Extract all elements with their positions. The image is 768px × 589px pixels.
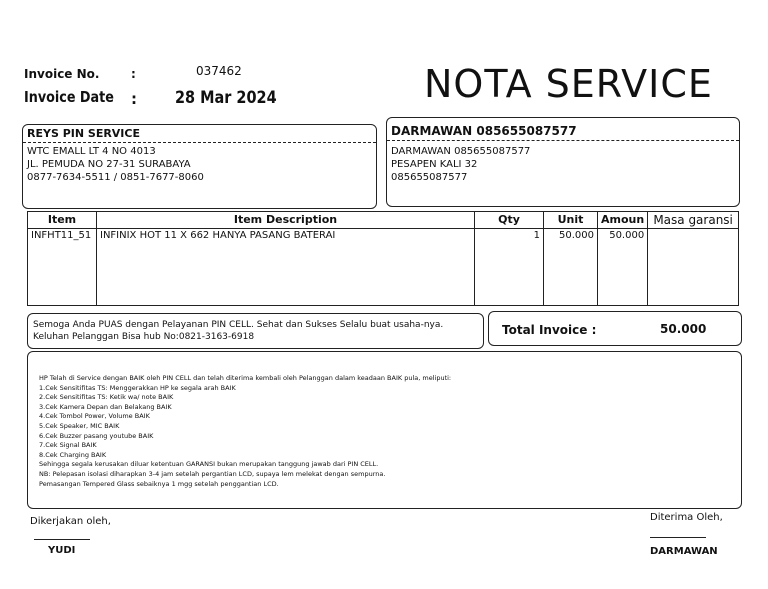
table-header-row — [28, 212, 739, 229]
signature-left-name: YUDI — [48, 545, 76, 556]
col-header-description: Item Description — [97, 212, 475, 229]
cell-amount: 50.000 — [598, 229, 648, 306]
cell-item-code: INFHT11_51 — [28, 229, 97, 306]
note-line: Pemasangan Tempered Glass sebaiknya 1 mgg setelah penggantian LCD. — [39, 479, 279, 488]
invoice-date-colon: : — [131, 90, 137, 108]
col-header-amount: Amoun — [598, 212, 648, 229]
signature-right-name: DARMAWAN — [650, 546, 718, 557]
customer-line: DARMAWAN 085655087577 — [391, 146, 531, 157]
note-line: 4.Cek Tombol Power, Volume BAIK — [39, 412, 150, 421]
signature-left-label: Dikerjakan oleh, — [30, 516, 111, 527]
note-line: HP Telah di Service dengan BAIK oleh PIN CELL dan telah diterima kembali oleh Pelanggan dalam keadaan BAIK pula, meliputi: — [39, 374, 452, 382]
cell-unit: 50.000 — [544, 229, 598, 306]
note-line: 6.Cek Buzzer pasang youtube BAIK — [39, 431, 154, 440]
message-box — [27, 313, 484, 349]
message-line: Keluhan Pelanggan Bisa hub No:0821-3163-6918 — [33, 332, 255, 342]
invoice-no-value: 037462 — [196, 64, 242, 78]
cell-warranty — [648, 229, 739, 306]
signature-right-rule — [650, 537, 706, 538]
signature-right-label: Diterima Oleh, — [650, 512, 723, 523]
invoice-date-value: 28 Mar 2024 — [175, 88, 277, 108]
customer-line: PESAPEN KALI 32 — [391, 159, 478, 170]
note-line: 5.Cek Speaker, MIC BAIK — [39, 421, 120, 430]
table-row — [28, 229, 739, 306]
col-header-warranty: Masa garansi — [648, 212, 739, 229]
col-header-unit: Unit — [544, 212, 598, 229]
note-line: 3.Cek Kamera Depan dan Belakang BAIK — [39, 402, 172, 411]
note-line: 1.Cek Sensitifitas TS: Menggerakkan HP ke segala arah BAIK — [39, 383, 236, 392]
note-line: 8.Cek Charging BAIK — [39, 450, 107, 459]
note-line: 2.Cek Sensitifitas TS: Ketik wa/ note BAIK — [39, 393, 174, 402]
invoice-date-label: Invoice Date — [24, 88, 114, 106]
cell-description: INFINIX HOT 11 X 662 HANYA PASANG BATERAI — [97, 229, 475, 306]
shop-address-line: WTC EMALL LT 4 NO 4013 — [27, 146, 156, 157]
cell-qty: 1 — [475, 229, 544, 306]
note-line: NB: Pelepasan isolasi diharapkan 3-4 jam setelah pergantian LCD, supaya lem melekat dengan sempurna. — [39, 469, 386, 478]
message-line: Semoga Anda PUAS dengan Pelayanan PIN CELL. Sehat dan Sukses Selalu buat usaha-nya. — [33, 320, 444, 330]
notes-list — [39, 374, 451, 489]
shop-box — [22, 124, 377, 209]
shop-phone-line: 0877-7634-5511 / 0851-7677-8060 — [27, 172, 204, 183]
invoice-no-colon: : — [131, 67, 136, 81]
customer-header: DARMAWAN 085655087577 — [387, 118, 739, 141]
page-title: NOTA SERVICE — [424, 62, 713, 106]
total-label: Total Invoice : — [502, 323, 597, 337]
total-value: 50.000 — [660, 322, 707, 336]
customer-line: 085655087577 — [391, 172, 468, 183]
signature-left-rule — [34, 539, 90, 540]
items-table — [27, 211, 739, 306]
notes-box — [27, 351, 742, 509]
total-box — [488, 311, 742, 346]
shop-address-line: JL. PEMUDA NO 27-31 SURABAYA — [27, 159, 191, 170]
col-header-item: Item — [28, 212, 97, 229]
shop-name: REYS PIN SERVICE — [23, 125, 376, 143]
col-header-qty: Qty — [475, 212, 544, 229]
note-line: Sehingga segala kerusakan diluar ketentuan GARANSI bukan merupakan tanggung jawab dari PIN CELL. — [39, 460, 379, 469]
invoice-no-label: Invoice No. — [24, 67, 100, 81]
customer-box — [386, 117, 740, 207]
note-line: 7.Cek Signal BAIK — [39, 441, 97, 450]
